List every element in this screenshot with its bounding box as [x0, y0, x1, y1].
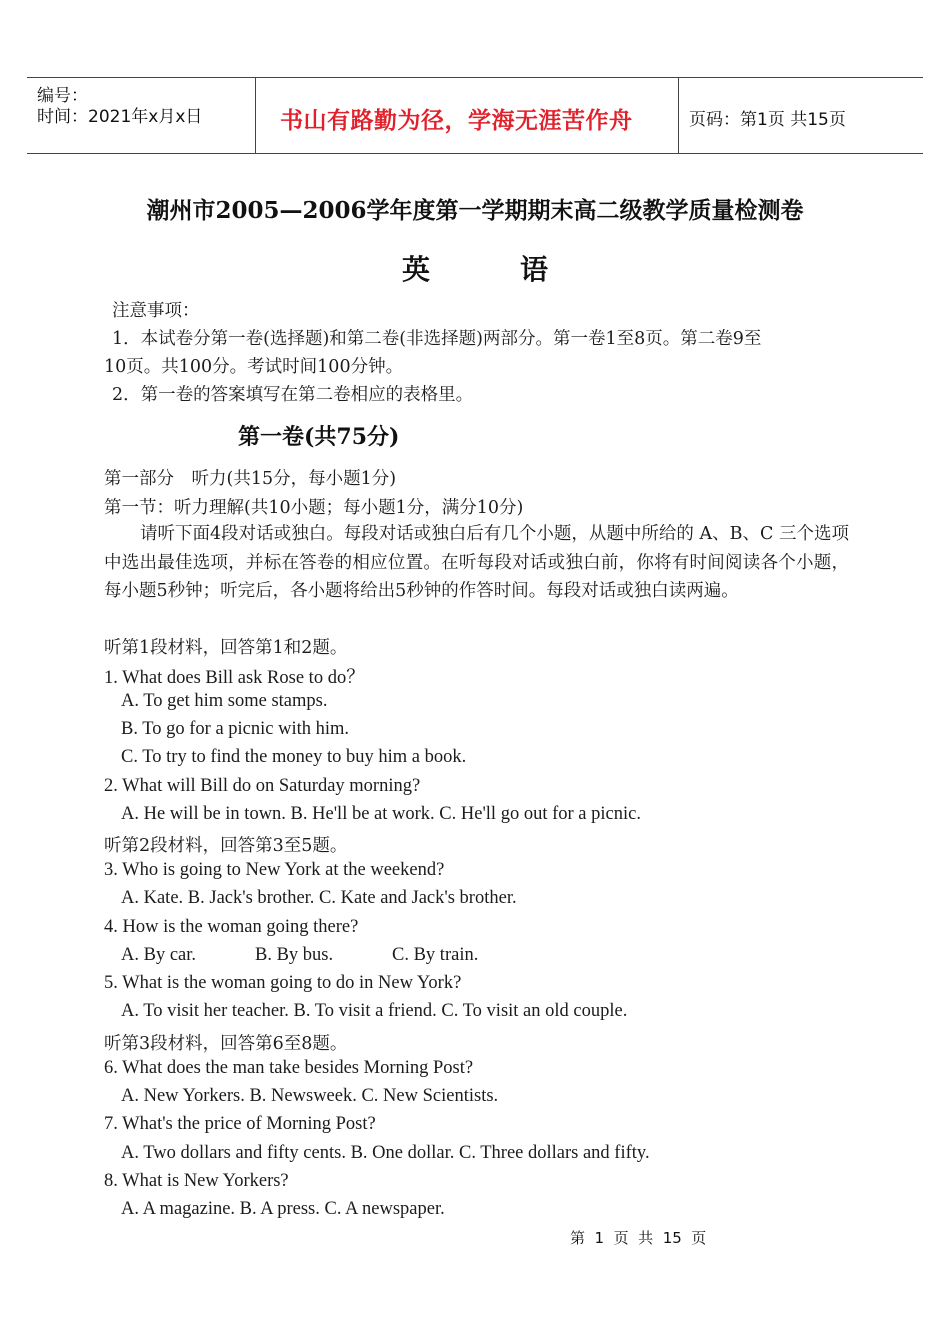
question-4-option-b: B. By bus.: [255, 945, 334, 965]
question-8-options: A. A magazine. B. A press. C. A newspaper.: [121, 1199, 445, 1219]
question-5: 5. What is the woman going to do in New York?: [104, 973, 462, 993]
document-header: [27, 77, 923, 154]
question-6-options: A. New Yorkers. B. Newsweek. C. New Scientists.: [121, 1086, 499, 1106]
header-motto-cell: [255, 78, 679, 153]
dialog-1-heading: 听第1段材料，回答第1和2题。: [104, 638, 348, 658]
instructions-paragraph: 请听下面4段对话或独白。每段对话或独白后有几个小题，从题中所给的 A、B、C 三个选项中选出最佳选项，并标在答卷的相应位置。在听每段对话或独白前，你将有时间阅读各个小题，每小题5秒钟；听完后，各小题将给出5秒钟的作答时间。每段对话或独白读两遍。: [104, 524, 849, 601]
page-footer: 第 1 页 共 15 页: [570, 1229, 707, 1247]
exam-title: 潮州市2005—2006学年度第一学期期末高二级教学质量检测卷: [146, 197, 804, 224]
dialog-2-heading: 听第2段材料，回答第3至5题。: [104, 836, 348, 856]
number-label: 编号：: [37, 86, 88, 106]
notice-1-line2: 10页。共100分。考试时间100分钟。: [104, 357, 404, 377]
question-1: 1. What does Bill ask Rose to do？: [104, 668, 365, 688]
question-3-options: A. Kate. B. Jack's brother. C. Kate and Jack's brother.: [121, 888, 517, 908]
question-1-option-a: A. To get him some stamps.: [121, 691, 328, 711]
question-8: 8. What is New Yorkers?: [104, 1171, 289, 1191]
question-5-options: A. To visit her teacher. B. To visit a friend. C. To visit an old couple.: [121, 1001, 628, 1021]
question-4-option-c: C. By train.: [392, 945, 479, 965]
question-7: 7. What's the price of Morning Post?: [104, 1114, 376, 1134]
notice-2: 2．第一卷的答案填写在第二卷相应的表格里。: [112, 385, 474, 405]
question-3: 3. Who is going to New York at the weekend?: [104, 860, 445, 880]
question-2: 2. What will Bill do on Saturday morning?: [104, 776, 421, 796]
section1-heading: 第一节：听力理解(共10小题；每小题1分，满分10分): [104, 498, 524, 518]
question-7-options: A. Two dollars and fifty cents. B. One dollar. C. Three dollars and fifty.: [121, 1143, 650, 1163]
page-info: 页码：第1页 共15页: [689, 110, 846, 130]
notice-heading: 注意事项：: [112, 301, 200, 321]
part1-heading: 第一部分 听力(共15分，每小题1分): [104, 469, 397, 489]
header-meta-cell: [27, 78, 255, 153]
question-2-options: A. He will be in town. B. He'll be at work. C. He'll go out for a picnic.: [121, 804, 641, 824]
part-title: 第一卷(共75分): [238, 424, 400, 450]
question-6: 6. What does the man take besides Morning Post?: [104, 1058, 474, 1078]
question-1-option-b: B. To go for a picnic with him.: [121, 719, 350, 739]
question-4: 4. How is the woman going there?: [104, 917, 359, 937]
subject-title: 英语: [401, 253, 638, 286]
question-4-option-a: A. By car.: [121, 945, 197, 965]
header-page-cell: [679, 78, 923, 153]
question-1-option-c: C. To try to find the money to buy him a book.: [121, 747, 467, 767]
time-label: 时间：2021年x月x日: [37, 107, 203, 127]
notice-1-line1: 1．本试卷分第一卷(选择题)和第二卷(非选择题)两部分。第一卷1至8页。第二卷9至: [112, 329, 762, 349]
dialog-3-heading: 听第3段材料，回答第6至8题。: [104, 1034, 348, 1054]
motto-text: 书山有路勤为径，学海无涯苦作舟: [280, 108, 633, 134]
